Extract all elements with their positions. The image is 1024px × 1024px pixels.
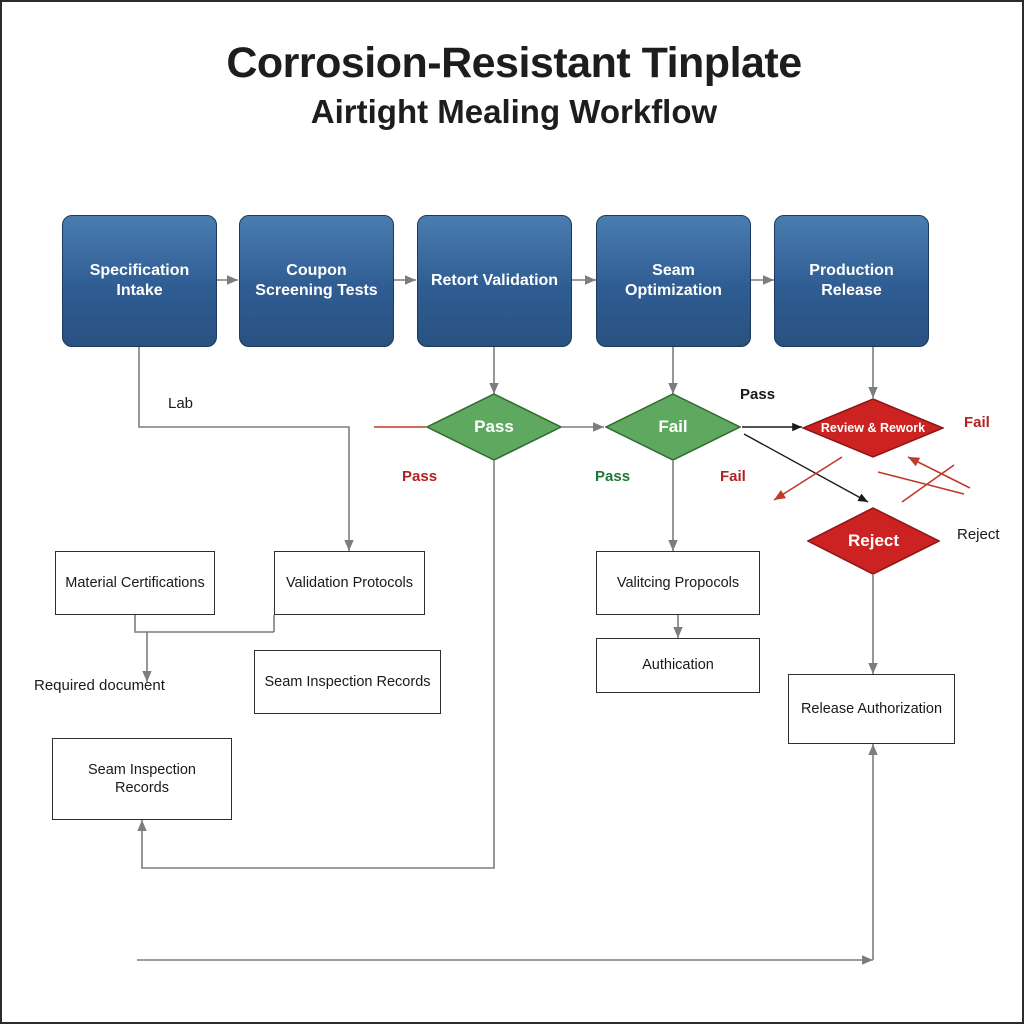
process-node-label: Coupon Screening Tests xyxy=(255,262,378,299)
process-node-label: Retort Validation xyxy=(430,272,559,289)
process-node-specification-intake[interactable] xyxy=(62,215,217,347)
decision-node-reject[interactable] xyxy=(807,507,940,575)
document-node-seam-inspection-records-left[interactable] xyxy=(52,738,232,820)
process-node-retort-validation[interactable] xyxy=(417,215,572,347)
document-node-label: Material Certifications xyxy=(65,574,205,591)
document-node-label: Seam Inspection Records xyxy=(264,673,431,690)
decision-node-fail[interactable] xyxy=(605,393,741,461)
document-node-release-authorization[interactable] xyxy=(788,674,955,744)
document-node-label: Release Authorization xyxy=(800,700,943,717)
diamond-shape-fail xyxy=(605,393,741,461)
decision-node-label: Review & Rework xyxy=(820,421,926,435)
process-node-seam-optimization[interactable] xyxy=(596,215,751,347)
document-node-authication[interactable] xyxy=(596,638,760,693)
edge-label-pass-left: Pass xyxy=(402,468,438,485)
diamond-shape-review-rework xyxy=(802,398,944,458)
document-node-label: Valitcing Propocols xyxy=(616,574,740,591)
edge-label-lab: Lab xyxy=(168,395,194,412)
decision-node-label: Fail xyxy=(658,417,688,436)
document-node-label: Authication xyxy=(642,657,714,674)
decision-node-label: Pass xyxy=(474,417,514,436)
process-node-label: Specification Intake xyxy=(89,262,190,299)
edge-label-fail-mid: Fail xyxy=(720,468,746,485)
edge-label-reject-right: Reject xyxy=(957,526,1000,543)
edge-label-pass-top-right: Pass xyxy=(740,386,776,403)
diamond-shape-reject xyxy=(807,507,940,575)
document-node-seam-inspection-records-right[interactable] xyxy=(254,650,441,714)
title-line-1: Corrosion-Resistant Tinplate xyxy=(226,39,802,87)
decision-node-pass[interactable] xyxy=(426,393,562,461)
title-line-2: Airtight Mealing Workflow xyxy=(310,93,718,131)
document-node-material-certifications[interactable] xyxy=(55,551,215,615)
document-node-validating-protocols[interactable] xyxy=(596,551,760,615)
decision-node-label: Reject xyxy=(847,531,900,550)
decision-node-review-rework[interactable] xyxy=(802,398,944,458)
process-node-label: Seam Optimization xyxy=(625,262,722,299)
diamond-shape-pass xyxy=(426,393,562,461)
document-node-label: Seam Inspection Records xyxy=(87,761,196,796)
document-node-label: Validation Protocols xyxy=(285,574,414,591)
document-node-validation-protocols[interactable] xyxy=(274,551,425,615)
process-node-coupon-screening-tests[interactable] xyxy=(239,215,394,347)
process-node-label: Production Release xyxy=(809,262,894,299)
edge-label-required-document: Required document xyxy=(34,677,165,694)
process-node-production-release[interactable] xyxy=(774,215,929,347)
edge-label-fail-right: Fail xyxy=(964,414,990,431)
edge-label-pass-mid: Pass xyxy=(595,468,631,485)
